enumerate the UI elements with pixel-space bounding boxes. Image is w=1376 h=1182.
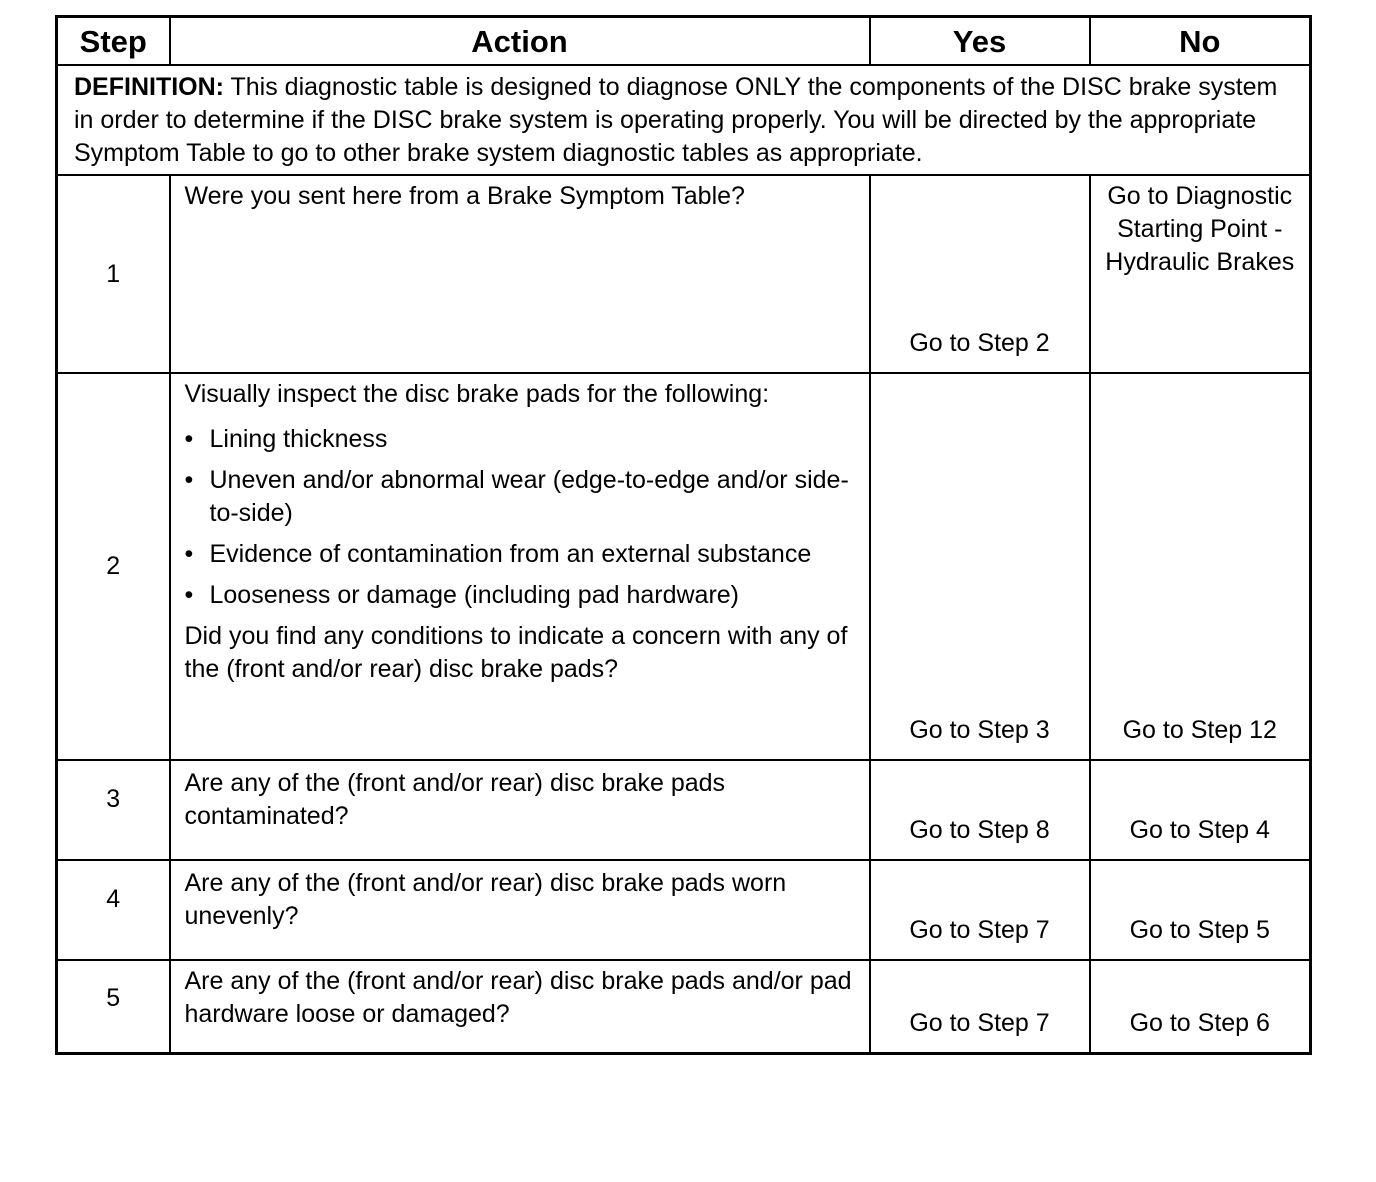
step-number: 5 <box>57 960 170 1053</box>
yes-result: Go to Step 7 <box>870 860 1090 960</box>
bullet-icon: • <box>184 540 194 568</box>
list-item: • Lining thickness <box>185 423 857 456</box>
header-yes: Yes <box>870 17 1090 66</box>
diagnostic-table <box>55 15 1312 1055</box>
definition-text: This diagnostic table is designed to diagnose ONLY the components of the DISC brake system in order to determine if the DISC brake system is operating properly. You will be directed by the appropriate Symptom Table to go to other brake system diagnostic tables as appropriate. <box>74 73 1278 167</box>
bullet-icon: • <box>184 466 194 494</box>
no-result: Go to Step 6 <box>1090 960 1311 1053</box>
list-item: • Uneven and/or abnormal wear (edge-to-edge and/or side-to-side) <box>184 466 849 527</box>
definition-label: DEFINITION: <box>74 73 224 101</box>
action-text: Were you sent here from a Brake Symptom Table? <box>170 175 870 373</box>
bullet-icon: • <box>184 425 194 453</box>
header-no: No <box>1090 17 1311 66</box>
table-row <box>57 860 1311 960</box>
header-row <box>57 17 1311 66</box>
action-text: Are any of the (front and/or rear) disc brake pads worn unevenly? <box>170 860 870 960</box>
step-number: 3 <box>57 760 170 860</box>
inspection-list <box>185 423 857 612</box>
list-item: • Evidence of contamination from an external substance <box>185 538 857 571</box>
table-row <box>57 760 1311 860</box>
no-result: Go to Step 5 <box>1090 860 1311 960</box>
header-action: Action <box>170 17 870 66</box>
yes-result: Go to Step 2 <box>870 175 1090 373</box>
no-result: Go to Step 12 <box>1090 373 1311 760</box>
no-result: Go to Diagnostic Starting Point - Hydraulic Brakes <box>1090 175 1311 373</box>
step-number: 1 <box>57 175 170 373</box>
step-number: 2 <box>57 373 170 760</box>
action-text: Are any of the (front and/or rear) disc brake pads contaminated? <box>170 760 870 860</box>
definition-cell <box>57 65 1311 175</box>
yes-result: Go to Step 7 <box>870 960 1090 1053</box>
action-cell <box>170 373 870 760</box>
action-question: Did you find any conditions to indicate a concern with any of the (front and/or rear) disc brake pads? <box>184 622 848 683</box>
step-number: 4 <box>57 860 170 960</box>
table-row <box>57 960 1311 1053</box>
action-intro: Visually inspect the disc brake pads for the following: <box>184 380 770 408</box>
yes-result: Go to Step 3 <box>870 373 1090 760</box>
header-step: Step <box>57 17 170 66</box>
bullet-icon: • <box>184 581 194 609</box>
table-row <box>57 175 1311 373</box>
list-item: • Looseness or damage (including pad hardware) <box>185 579 857 612</box>
table-row <box>57 373 1311 760</box>
definition-row <box>57 65 1311 175</box>
no-result: Go to Step 4 <box>1090 760 1311 860</box>
action-text: Are any of the (front and/or rear) disc brake pads and/or pad hardware loose or damaged? <box>170 960 870 1053</box>
yes-result: Go to Step 8 <box>870 760 1090 860</box>
